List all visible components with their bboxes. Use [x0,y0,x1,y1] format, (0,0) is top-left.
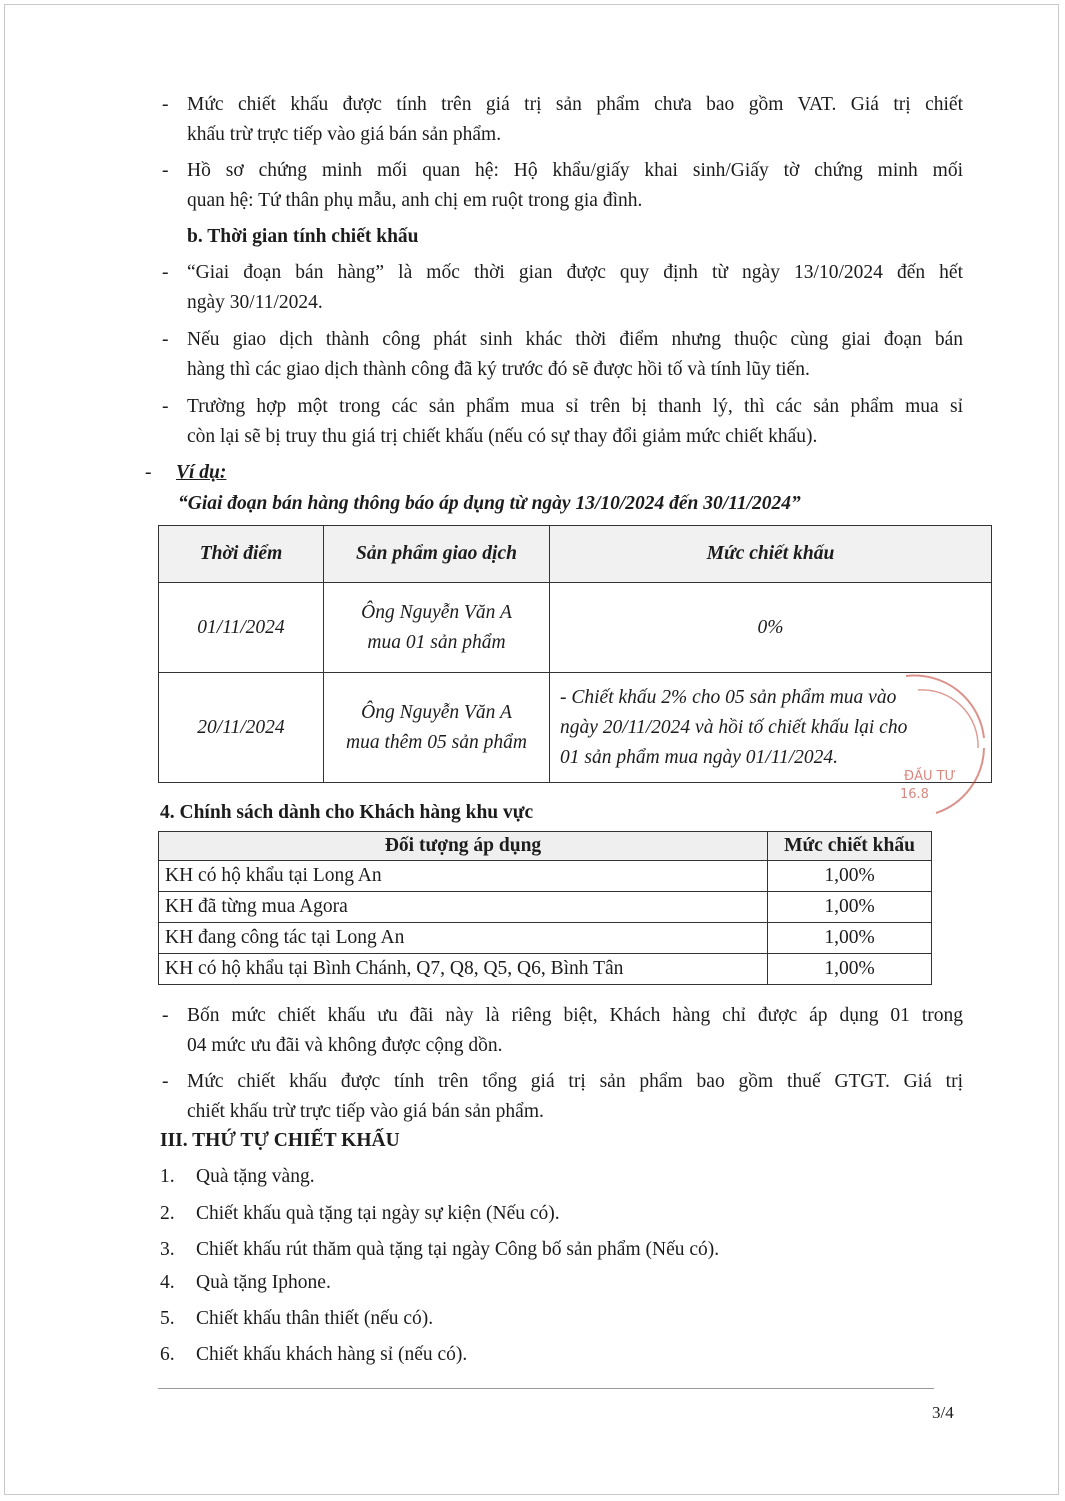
svg-text:16.8: 16.8 [900,787,929,802]
paragraph-line: hàng thì các giao dịch thành công đã ký trước đó sẽ được hồi tố và tính lũy tiến. [187,359,810,380]
table-header-row [159,526,992,583]
paragraph-line: Hồ sơ chứng minh mối quan hệ: Hộ khẩu/giấy khai sinh/Giấy tờ chứng minh mối [187,160,963,181]
subject-cell: KH đã từng mua Agora [159,892,768,923]
paragraph-line: Mức chiết khấu được tính trên giá trị sản phẩm chưa bao gồm VAT. Giá trị chiết [187,94,963,115]
list-number: 4. [160,1272,175,1293]
page-number: 3/4 [932,1403,954,1422]
column-header: Sản phẩm giao dịch [324,526,550,583]
list-item-text: Quà tặng Iphone. [196,1272,331,1293]
rate-cell: 1,00% [768,861,932,892]
bullet-dash: - [162,1005,169,1026]
table-row [159,673,992,783]
bullet-dash: - [162,329,169,350]
subject-cell: KH có hộ khẩu tại Long An [159,861,768,892]
subject-cell: KH có hộ khẩu tại Bình Chánh, Q7, Q8, Q5, Q6, Bình Tân [159,954,768,985]
column-header: Mức chiết khấu [550,526,992,583]
list-item [160,1162,175,1192]
product-cell [324,583,550,673]
list-number: 1. [160,1166,175,1187]
bullet-dash: - [162,1071,169,1092]
bullet-dash: - [162,262,169,283]
list-number: 5. [160,1308,175,1329]
rate-cell: 0% [550,583,992,673]
paragraph-line: 04 mức ưu đãi và không được cộng dồn. [187,1035,503,1056]
example-table [158,525,992,783]
list-number: 3. [160,1239,175,1260]
column-header: Đối tượng áp dụng [159,832,768,861]
section-heading: 4. Chính sách dành cho Khách hàng khu vực [160,802,534,823]
bullet-dash: - [162,94,169,115]
svg-text:ĐẦU TƯ: ĐẦU TƯ [904,769,956,784]
product-line: mua 01 sản phẩm [367,631,506,653]
paragraph-line: còn lại sẽ bị truy thu giá trị chiết khấu (nếu có sự thay đổi giảm mức chiết khấu). [187,426,818,447]
bullet-dash: - [162,160,169,181]
subject-cell: KH đang công tác tại Long An [159,923,768,954]
product-cell [324,673,550,783]
example-label: Ví dụ: [176,462,227,483]
list-item-text: Chiết khấu thân thiết (nếu có). [196,1308,434,1329]
date-cell: 20/11/2024 [159,673,324,783]
product-line: mua thêm 05 sản phẩm [346,731,527,753]
paragraph-line: ngày 30/11/2024. [187,292,323,313]
paragraph-line: chiết khấu trừ trực tiếp vào giá bán sản phẩm. [187,1101,544,1122]
paragraph-line: Mức chiết khấu được tính trên tổng giá trị sản phẩm bao gồm thuế GTGT. Giá trị [187,1071,963,1092]
rate-line: - Chiết khấu 2% cho 05 sản phẩm mua vào [560,686,897,708]
rate-line: 01 sản phẩm mua ngày 01/11/2024. [560,746,839,768]
paragraph-line: quan hệ: Tứ thân phụ mẫu, anh chị em ruột trong gia đình. [187,190,643,211]
list-item [160,1268,175,1298]
table-row [159,583,992,673]
list-item-text: Chiết khấu rút thăm quà tặng tại ngày Công bố sản phẩm (Nếu có). [196,1239,720,1260]
red-stamp-seal [896,668,986,818]
product-line: Ông Nguyễn Văn A [361,601,512,623]
paragraph-line: “Giai đoạn bán hàng” là mốc thời gian được quy định từ ngày 13/10/2024 đến hết [187,262,963,283]
list-item [160,1199,175,1229]
list-item [160,1235,175,1265]
table-row [159,861,932,892]
bullet-dash: - [145,462,152,483]
regional-table [158,831,932,985]
list-item-text: Chiết khấu khách hàng sỉ (nếu có). [196,1344,468,1365]
list-item-text: Chiết khấu quà tặng tại ngày sự kiện (Nếu có). [196,1203,560,1224]
list-item [160,1304,175,1334]
table-row [159,954,932,985]
column-header: Thời điểm [159,526,324,583]
section-heading: III. THỨ TỰ CHIẾT KHẤU [160,1130,400,1151]
paragraph-line: Bốn mức chiết khấu ưu đãi này là riêng biệt, Khách hàng chỉ được áp dụng 01 trong [187,1005,963,1026]
list-item-text: Quà tặng vàng. [196,1166,315,1187]
paragraph-line: khấu trừ trực tiếp vào giá bán sản phẩm. [187,124,502,145]
column-header: Mức chiết khấu [768,832,932,861]
date-cell: 01/11/2024 [159,583,324,673]
table-row [159,923,932,954]
list-number: 2. [160,1203,175,1224]
example-subtitle: “Giai đoạn bán hàng thông báo áp dụng từ ngày 13/10/2024 đến 30/11/2024” [178,493,801,514]
rate-cell: 1,00% [768,954,932,985]
rate-line: ngày 20/11/2024 và hồi tố chiết khấu lại cho [560,716,908,738]
table-row [159,892,932,923]
product-line: Ông Nguyễn Văn A [361,701,512,723]
paragraph-line: Trường hợp một trong các sản phẩm mua sỉ trên bị thanh lý, thì các sản phẩm mua sỉ [187,396,963,417]
paragraph-line: Nếu giao dịch thành công phát sinh khác thời điểm nhưng thuộc cùng giai đoạn bán [187,329,963,350]
footer-divider [158,1388,934,1389]
section-heading: b. Thời gian tính chiết khấu [187,226,419,247]
rate-cell: 1,00% [768,892,932,923]
rate-cell: 1,00% [768,923,932,954]
table-header-row [159,832,932,861]
list-number: 6. [160,1344,175,1365]
list-item [160,1340,175,1370]
bullet-dash: - [162,396,169,417]
